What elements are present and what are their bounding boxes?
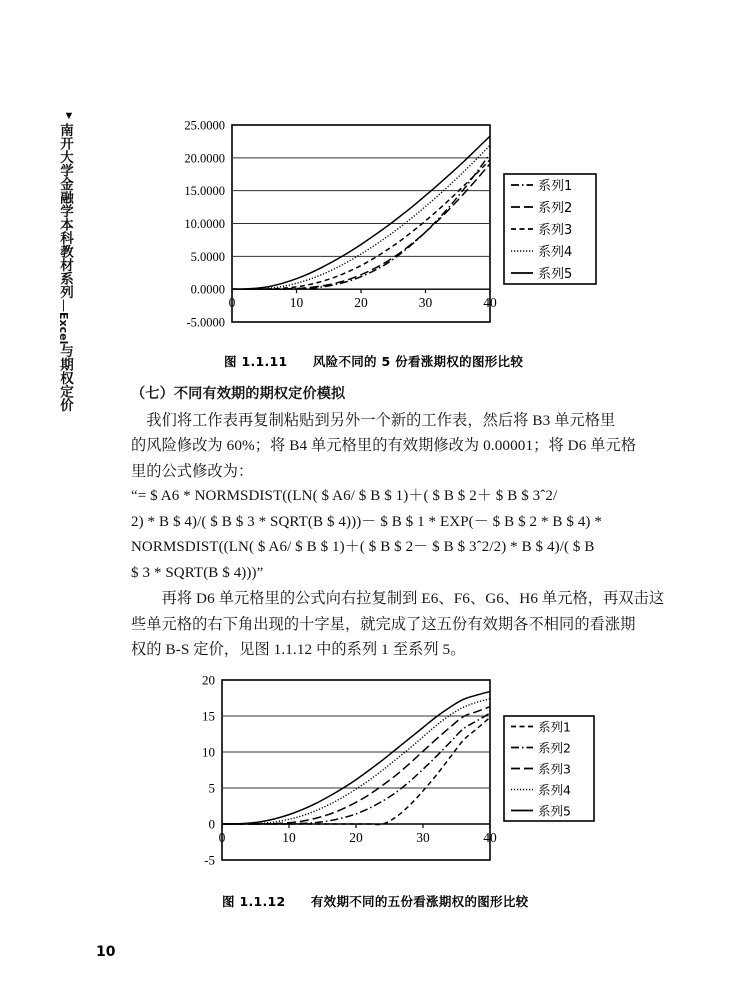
svg-text:10.0000: 10.0000 <box>184 217 225 231</box>
svg-text:0.0000: 0.0000 <box>190 282 225 297</box>
figure-2-caption-number: 图 1.1.12 <box>222 894 286 909</box>
svg-text:系列5: 系列5 <box>538 803 571 819</box>
running-head-separator: — <box>56 298 71 312</box>
svg-text:20: 20 <box>354 295 368 311</box>
svg-text:0: 0 <box>218 830 226 845</box>
svg-text:40: 40 <box>483 295 497 311</box>
svg-text:20.0000: 20.0000 <box>184 151 225 166</box>
svg-text:系列2: 系列2 <box>538 740 571 756</box>
svg-text:15.0000: 15.0000 <box>184 184 225 199</box>
svg-text:15: 15 <box>202 708 215 724</box>
svg-text:系列4: 系列4 <box>538 245 573 260</box>
paragraph2-line3: 权的 B-S 定价，见图 1.1.12 中的系列 1 至系列 5。 <box>131 641 466 658</box>
svg-text:10: 10 <box>282 830 296 845</box>
svg-text:-5: -5 <box>204 852 215 868</box>
svg-text:0: 0 <box>208 816 215 832</box>
body-text-block <box>131 382 665 663</box>
svg-text:系列1: 系列1 <box>538 719 571 735</box>
figure-2-caption <box>222 892 528 910</box>
svg-text:30: 30 <box>418 295 433 311</box>
running-head-marker: ▼ <box>63 110 75 122</box>
formula-line3: NORMSDIST((LN( $ A6/ $ B $ 1)＋( $ B $ 2－ $ B $ 3ˆ2/2) * B $ 4)/( $ B <box>131 539 595 555</box>
svg-text:10: 10 <box>202 744 215 760</box>
figure-2-caption-text: 有效期不同的五份看涨期权的图形比较 <box>310 894 529 909</box>
running-head-series-title: 南开大学金融学本科教材系列 <box>57 123 73 299</box>
figure-1-caption-text: 风险不同的 5 份看涨期权的图形比较 <box>312 354 524 369</box>
running-head-book-title-cn: 与期权定价 <box>57 343 73 412</box>
paragraph2-line2: 些单元格的右下角出现的十字星，就完成了这五份有效期各不相同的看涨期 <box>131 615 636 633</box>
svg-text:0: 0 <box>228 295 236 311</box>
page-number: 10 <box>96 944 116 960</box>
svg-text:5: 5 <box>208 780 215 796</box>
figure-1-caption-number: 图 1.1.11 <box>224 354 288 369</box>
svg-text:30: 30 <box>416 830 430 845</box>
formula-line2: 2) * B $ 4)/( $ B $ 3 * SQRT(B $ 4)))－ $ B $ 1 * EXP(－ $ B $ 2 * B $ 4) * <box>131 513 602 530</box>
paragraph2-line1: 再将 D6 单元格里的公式向右拉复制到 E6、F6、G6、H6 单元格，再双击这 <box>131 590 665 607</box>
figure-1-caption <box>224 352 523 370</box>
svg-text:系列5: 系列5 <box>538 267 573 282</box>
chart-risk-comparison <box>160 112 600 342</box>
svg-text:5.0000: 5.0000 <box>190 249 225 264</box>
svg-text:10: 10 <box>289 295 304 311</box>
svg-text:系列2: 系列2 <box>538 201 573 216</box>
svg-text:系列4: 系列4 <box>538 782 571 798</box>
svg-text:系列3: 系列3 <box>538 761 571 777</box>
svg-text:40: 40 <box>483 830 497 845</box>
paragraph1-line3: 里的公式修改为： <box>131 462 254 480</box>
formula-line1: “= $ A6 * NORMSDIST((LN( $ A6/ $ B $ 1)＋( $ B $ 2＋ $ B $ 3ˆ2/ <box>131 488 558 504</box>
paragraph1-line2: 的风险修改为 60%；将 B4 单元格里的有效期修改为 0.00001；将 D6 单元格 <box>131 437 637 454</box>
svg-text:系列3: 系列3 <box>538 223 573 238</box>
figure-1-1-11 <box>160 112 600 342</box>
svg-text:-5.0000: -5.0000 <box>186 315 225 330</box>
formula-line4: $ 3 * SQRT(B $ 4)))” <box>131 564 264 581</box>
svg-text:20: 20 <box>349 830 363 845</box>
section-heading: （七）不同有效期的期权定价模拟 <box>131 386 346 402</box>
svg-text:系列1: 系列1 <box>538 179 573 194</box>
figure-1-1-12 <box>160 668 600 878</box>
running-head <box>56 112 82 411</box>
svg-text:20: 20 <box>202 672 215 688</box>
running-head-book-title-latin: Excel <box>57 311 70 344</box>
chart-maturity-comparison <box>160 668 600 878</box>
svg-text:25.0000: 25.0000 <box>184 118 225 133</box>
paragraph1-line1: 我们将工作表再复制粘贴到另外一个新的工作表，然后将 B3 单元格里 <box>131 411 616 429</box>
